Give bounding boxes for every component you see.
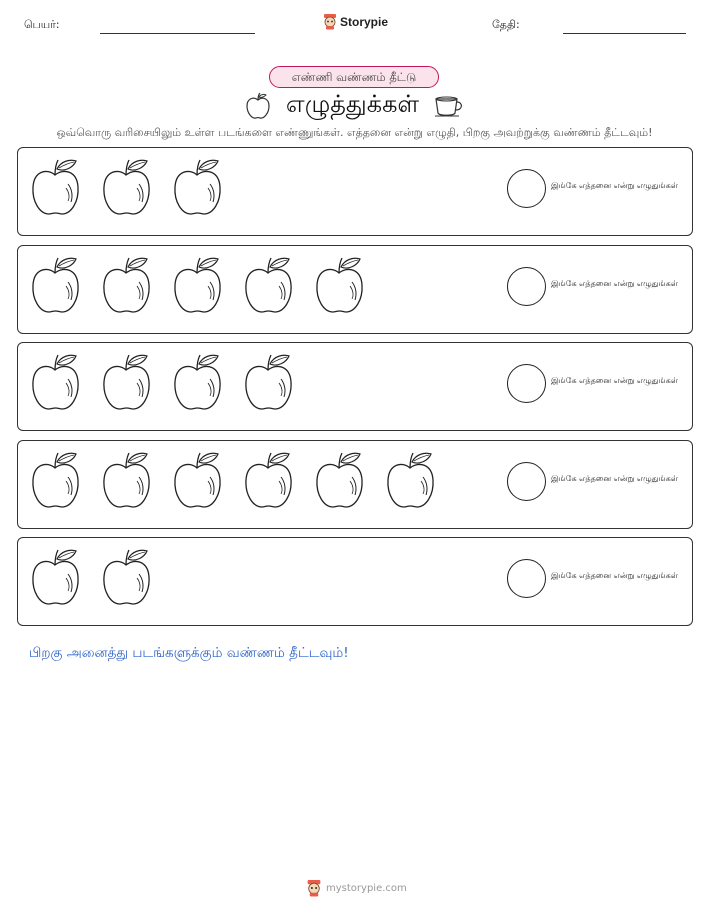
apple-icon <box>243 256 294 314</box>
apple-icon <box>172 451 223 509</box>
answer-circle[interactable] <box>507 559 546 598</box>
site-url: mystorypie.com <box>326 882 407 894</box>
answer-circle[interactable] <box>507 267 546 306</box>
footer-note: பிறகு அனைத்து படங்களுக்கும் வண்ணம் தீட்டவும்! <box>29 645 349 661</box>
answer-circle[interactable] <box>507 364 546 403</box>
apple-group <box>30 451 436 509</box>
brand-name: Storypie <box>340 14 389 29</box>
answer-hint: இங்கே எத்தனை என்று எழுதுங்கள் <box>551 473 678 483</box>
apple-icon <box>30 548 81 606</box>
answer-circle[interactable] <box>507 462 546 501</box>
apple-icon <box>30 158 81 216</box>
apple-icon <box>314 451 365 509</box>
name-label: பெயர்: <box>24 18 60 31</box>
apple-icon <box>30 451 81 509</box>
apple-icon <box>101 451 152 509</box>
answer-hint: இங்கே எத்தனை என்று எழுதுங்கள் <box>551 278 678 288</box>
worksheet-title: எழுத்துக்கள் <box>285 90 420 118</box>
apple-icon <box>172 256 223 314</box>
apple-icon <box>30 256 81 314</box>
apple-icon <box>101 548 152 606</box>
apple-icon <box>101 256 152 314</box>
site-footer <box>306 879 407 897</box>
coffee-cup-icon <box>433 93 465 119</box>
apple-icon <box>385 451 436 509</box>
apple-icon <box>172 158 223 216</box>
storypie-mascot-icon <box>323 13 337 30</box>
brand-logo <box>323 13 388 30</box>
apple-icon <box>101 353 152 411</box>
instruction-text: ஒவ்வொரு வரிசையிலும் உள்ள படங்களை எண்ணுங்கள். எத்தனை என்று எழுதி, பிறகு அவற்றுக்கு வண்ணம் தீட்டவும்! <box>56 126 653 139</box>
apple-icon <box>172 353 223 411</box>
answer-hint: இங்கே எத்தனை என்று எழுதுங்கள் <box>551 181 678 190</box>
count-row <box>17 147 693 236</box>
count-row <box>17 440 693 529</box>
apple-icon <box>314 256 365 314</box>
apple-outline-icon <box>244 91 272 121</box>
date-label: தேதி: <box>492 18 520 31</box>
answer-hint: இங்கே எத்தனை என்று எழுதுங்கள் <box>551 571 678 580</box>
apple-icon <box>243 451 294 509</box>
answer-circle[interactable] <box>507 169 546 208</box>
title-row <box>0 90 709 121</box>
apple-group <box>30 158 223 216</box>
name-line[interactable] <box>100 33 255 34</box>
count-row <box>17 245 693 334</box>
storypie-mascot-icon <box>306 879 322 897</box>
apple-group <box>30 353 294 411</box>
activity-badge: எண்ணி வண்ணம் தீட்டு <box>269 66 439 88</box>
apple-group <box>30 256 365 314</box>
apple-icon <box>243 353 294 411</box>
count-row <box>17 342 693 431</box>
date-line[interactable] <box>563 33 686 34</box>
apple-group <box>30 548 152 606</box>
count-row <box>17 537 693 626</box>
counting-rows <box>17 147 693 635</box>
apple-icon <box>30 353 81 411</box>
answer-hint: இங்கே எத்தனை என்று எழுதுங்கள் <box>551 376 678 385</box>
apple-icon <box>101 158 152 216</box>
